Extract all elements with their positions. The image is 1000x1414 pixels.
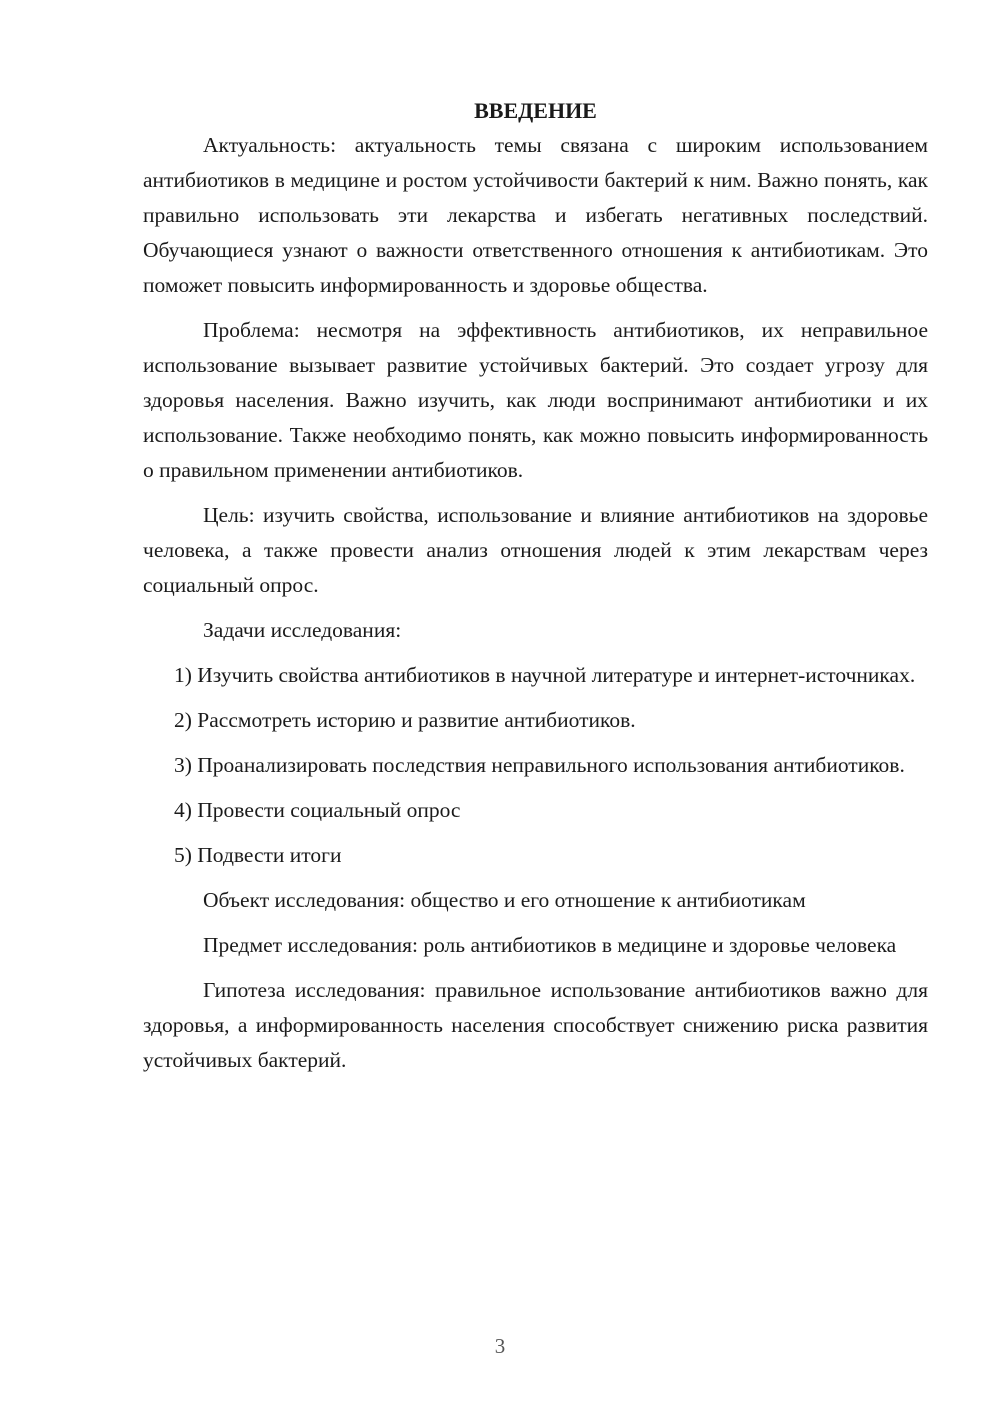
paragraph-hypothesis: Гипотеза исследования: правильное использование антибиотиков важно для здоровья, а информированность населения способствует снижению риска развития устойчивых бактерий. (143, 978, 928, 1072)
document-page (143, 93, 928, 1078)
task-item-3: 3) Проанализировать последствия неправильного использования антибиотиков. (174, 753, 905, 777)
page-number: 3 (494, 1334, 506, 1358)
paragraph-relevance: Актуальность: актуальность темы связана с широким использованием антибиотиков в медицине и ростом устойчивости бактерий к ним. Важно понять, как правильно использовать эти лекарства и избегать негативных последствий. Обучающиеся узнают о важности ответственного отношения к антибиотикам. Это поможет повысить информированность и здоровье общества. (143, 133, 928, 297)
paragraph-problem: Проблема: несмотря на эффективность антибиотиков, их неправильное использование вызывает развитие устойчивых бактерий. Это создает угрозу для здоровья населения. Важно изучить, как люди воспринимают антибиотики и их использование. Также необходимо понять, как можно повысить информированность о правильном применении антибиотиков. (143, 318, 928, 482)
task-item-5: 5) Подвести итоги (174, 843, 342, 867)
paragraph-goal: Цель: изучить свойства, использование и влияние антибиотиков на здоровье человека, а также провести анализ отношения людей к этим лекарствам через социальный опрос. (143, 503, 928, 597)
task-item-1: 1) Изучить свойства антибиотиков в научной литературе и интернет-источниках. (174, 663, 916, 687)
paragraph-subject: Предмет исследования: роль антибиотиков в медицине и здоровье человека (203, 933, 897, 957)
section-title: ВВЕДЕНИЕ (474, 98, 597, 123)
task-item-4: 4) Провести социальный опрос (174, 798, 461, 822)
paragraph-tasks-heading: Задачи исследования: (203, 618, 402, 642)
paragraph-object: Объект исследования: общество и его отношение к антибиотикам (203, 888, 806, 912)
task-item-2: 2) Рассмотреть историю и развитие антибиотиков. (174, 708, 636, 732)
